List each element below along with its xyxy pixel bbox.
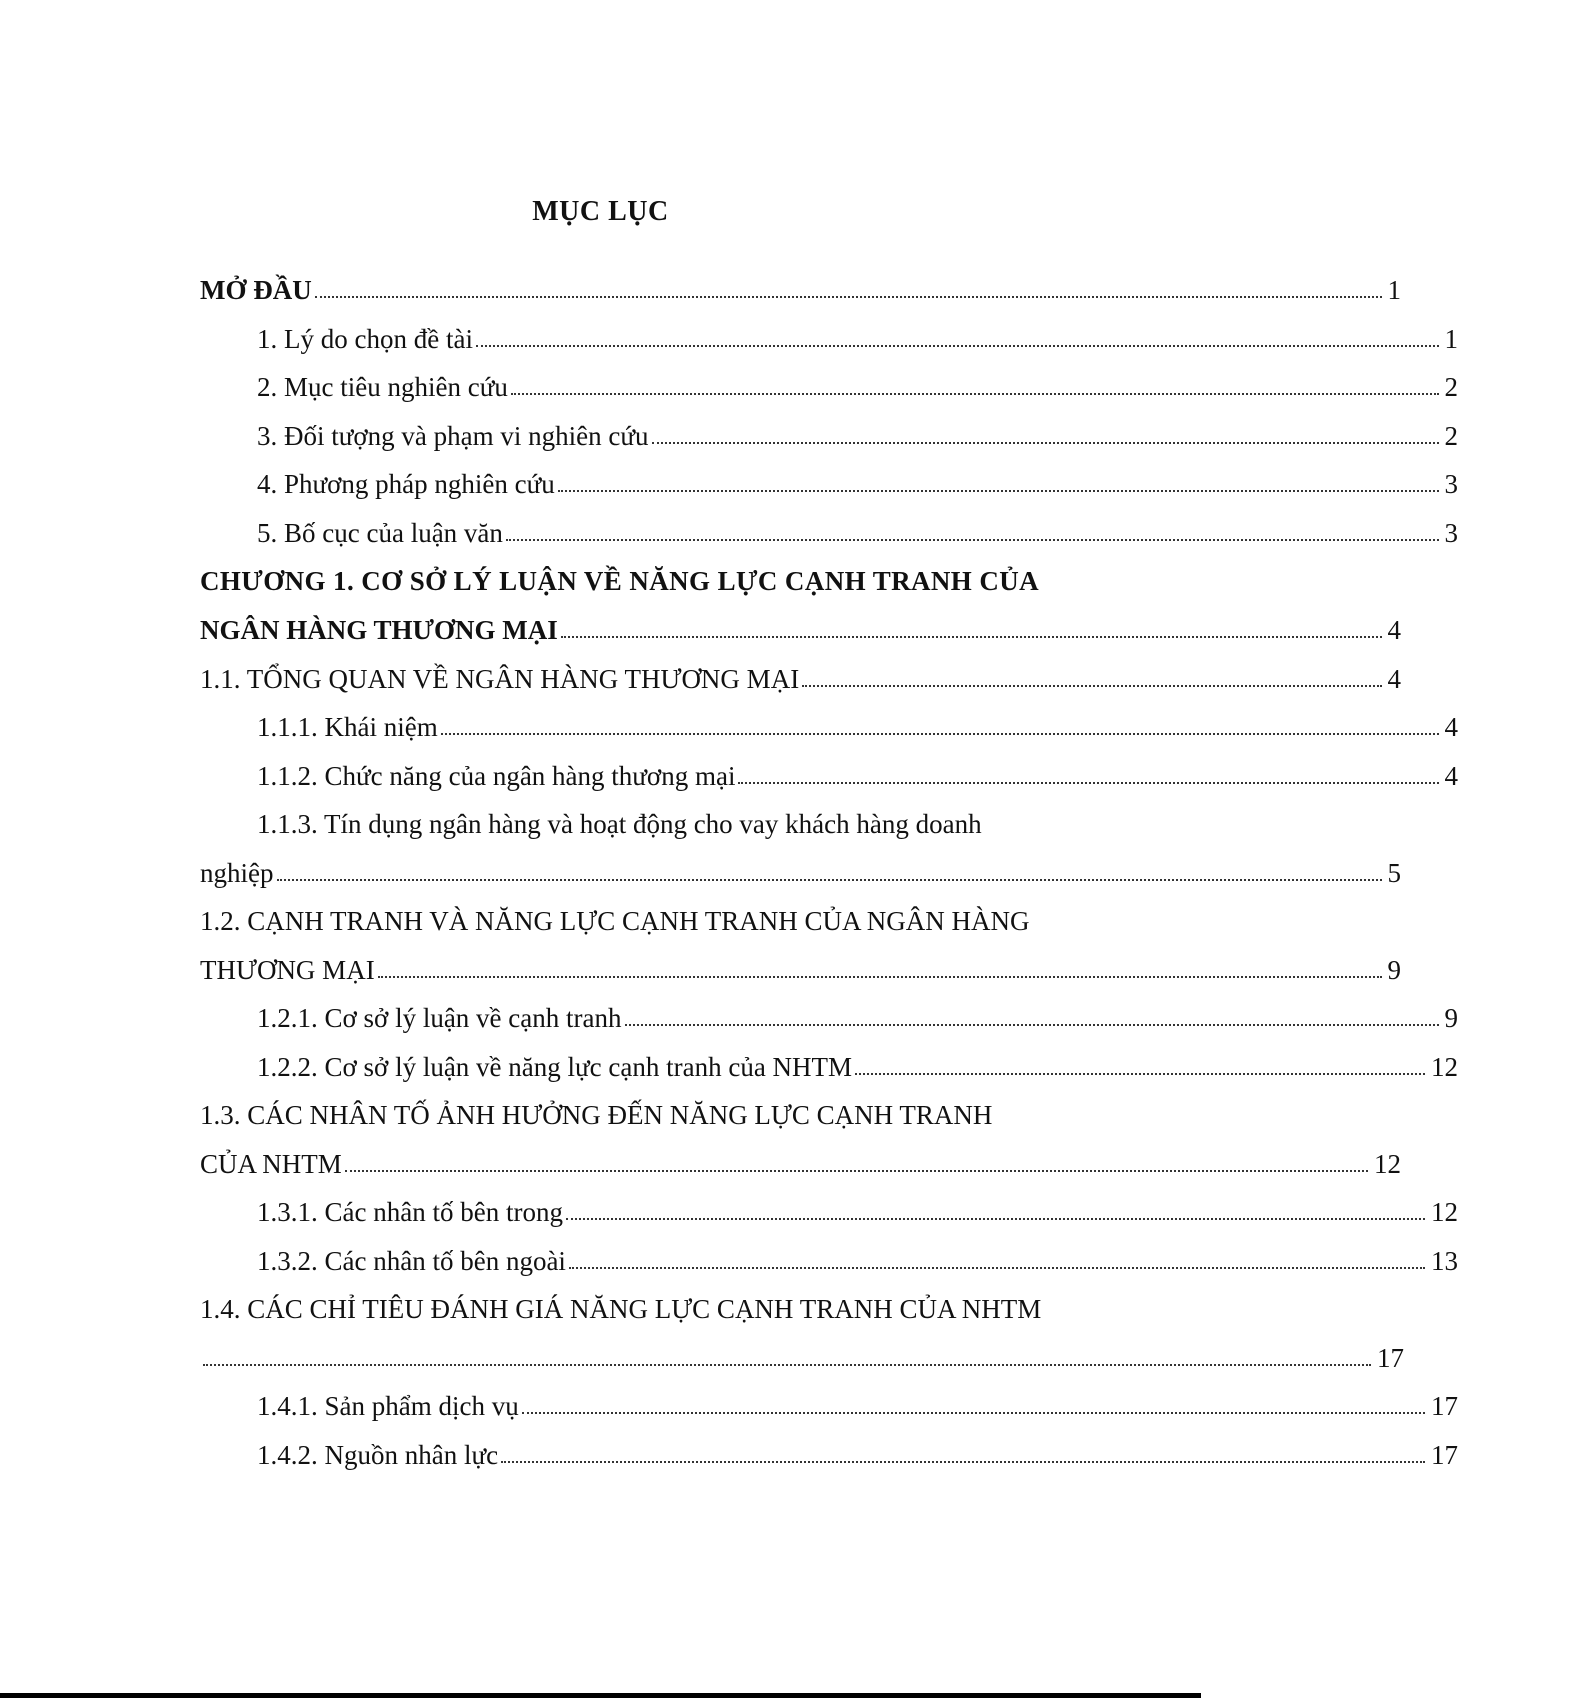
- toc-entry[interactable]: [0, 752, 1574, 792]
- toc-entry[interactable]: [0, 946, 1517, 986]
- toc-entry[interactable]: [0, 655, 1517, 695]
- dot-leader: [277, 879, 1382, 881]
- toc-entry-page: 9: [1444, 1003, 1458, 1033]
- toc-entry[interactable]: [0, 266, 1517, 306]
- dot-leader: [738, 782, 1438, 784]
- dot-leader: [569, 1267, 1425, 1269]
- toc-entry-page: 3: [1444, 518, 1458, 548]
- dot-leader: [566, 1218, 1425, 1220]
- toc-entry-page: 4: [1387, 615, 1401, 645]
- toc-entry[interactable]: [0, 315, 1574, 355]
- toc-entry-label: 3. Đối tượng và phạm vi nghiên cứu: [257, 421, 649, 451]
- toc-entry-page: 2: [1444, 421, 1458, 451]
- toc-entry-page: 12: [1431, 1197, 1458, 1227]
- toc-entry-label: 1.4.1. Sản phẩm dịch vụ: [257, 1391, 519, 1421]
- toc-entry-page: 17: [1431, 1440, 1458, 1470]
- toc-entry-page: 12: [1374, 1149, 1401, 1179]
- toc-entry[interactable]: [0, 1140, 1517, 1180]
- dot-leader: [501, 1461, 1425, 1463]
- toc-entry-label: MỞ ĐẦU: [200, 275, 312, 305]
- toc-entry[interactable]: [0, 1043, 1574, 1083]
- toc-entry[interactable]: [0, 1431, 1574, 1471]
- toc-entry-page: 17: [1377, 1343, 1404, 1373]
- toc-entry-page: 12: [1431, 1052, 1458, 1082]
- toc-entry[interactable]: [0, 509, 1574, 549]
- toc-entry[interactable]: [0, 460, 1574, 500]
- dot-leader: [315, 296, 1382, 298]
- toc-entry[interactable]: [0, 1334, 1520, 1374]
- toc-entry-label: 4. Phương pháp nghiên cứu: [257, 469, 555, 499]
- toc-entry[interactable]: [0, 363, 1574, 403]
- toc-entry-page: 5: [1387, 858, 1401, 888]
- toc-entry-label: 1.3.1. Các nhân tố bên trong: [257, 1197, 563, 1227]
- toc-entry-page: 9: [1387, 955, 1401, 985]
- toc-title: MỤC LỤC: [532, 196, 669, 227]
- toc-entry-label: 1.1.3. Tín dụng ngân hàng và hoạt động cho vay khách hàng doanh: [257, 809, 982, 839]
- toc-entry[interactable]: [0, 703, 1574, 743]
- dot-leader: [855, 1073, 1425, 1075]
- toc-entry-label: nghiệp: [200, 858, 274, 888]
- toc-entry-label: THƯƠNG MẠI: [200, 955, 375, 985]
- toc-entry-label: 1.4. CÁC CHỈ TIÊU ĐÁNH GIÁ NĂNG LỰC CẠNH TRANH CỦA NHTM: [200, 1294, 1042, 1324]
- toc-entry[interactable]: [0, 1285, 1517, 1325]
- toc-entry[interactable]: [0, 1091, 1517, 1131]
- toc-entry-label: 5. Bố cục của luận văn: [257, 518, 503, 548]
- dot-leader: [203, 1364, 1371, 1366]
- toc-entry-label: 1.1. TỔNG QUAN VỀ NGÂN HÀNG THƯƠNG MẠI: [200, 664, 800, 694]
- dot-leader: [802, 685, 1381, 687]
- toc-entry-label: CHƯƠNG 1. CƠ SỞ LÝ LUẬN VỀ NĂNG LỰC CẠNH TRANH CỦA: [200, 566, 1040, 596]
- toc-entry[interactable]: [0, 1188, 1574, 1228]
- toc-entry-label: NGÂN HÀNG THƯƠNG MẠI: [200, 615, 558, 645]
- bottom-border: [0, 1693, 1201, 1698]
- toc-entry-page: 3: [1444, 469, 1458, 499]
- dot-leader: [506, 539, 1439, 541]
- toc-entry-label: 1.2.2. Cơ sở lý luận về năng lực cạnh tranh của NHTM: [257, 1052, 853, 1082]
- dot-leader: [558, 490, 1439, 492]
- toc-entry-page: 17: [1431, 1391, 1458, 1421]
- toc-entry-page: 4: [1444, 712, 1458, 742]
- toc-entry-label: 1.2.1. Cơ sở lý luận về cạnh tranh: [257, 1003, 622, 1033]
- toc-entry-label: 1. Lý do chọn đề tài: [257, 324, 473, 354]
- toc-entry[interactable]: [0, 849, 1517, 889]
- toc-entry[interactable]: [0, 994, 1574, 1034]
- toc-entry[interactable]: [0, 800, 1574, 840]
- dot-leader: [561, 636, 1382, 638]
- dot-leader: [441, 733, 1439, 735]
- toc-entry-page: 4: [1387, 664, 1401, 694]
- toc-entry-page: 4: [1444, 761, 1458, 791]
- dot-leader: [511, 393, 1439, 395]
- dot-leader: [522, 1412, 1425, 1414]
- toc-entry[interactable]: [0, 1237, 1574, 1277]
- toc-entry-label: CỦA NHTM: [200, 1149, 342, 1179]
- toc-entry-label: 1.3.2. Các nhân tố bên ngoài: [257, 1246, 566, 1276]
- dot-leader: [378, 976, 1382, 978]
- toc-entry-label: 1.3. CÁC NHÂN TỐ ẢNH HƯỞNG ĐẾN NĂNG LỰC CẠNH TRANH: [200, 1100, 993, 1130]
- toc-entry-label: 1.1.1. Khái niệm: [257, 712, 438, 742]
- toc-chapter-heading[interactable]: [0, 557, 1517, 597]
- toc-entry-label: 1.2. CẠNH TRANH VÀ NĂNG LỰC CẠNH TRANH CỦA NGÂN HÀNG: [200, 906, 1030, 936]
- toc-entry-page: 13: [1431, 1246, 1458, 1276]
- dot-leader: [345, 1170, 1368, 1172]
- toc-entry-page: 1: [1444, 324, 1458, 354]
- dot-leader: [625, 1024, 1439, 1026]
- dot-leader: [476, 345, 1439, 347]
- toc-entry-label: 1.1.2. Chức năng của ngân hàng thương mại: [257, 761, 736, 791]
- dot-leader: [652, 442, 1439, 444]
- toc-entry-label: 2. Mục tiêu nghiên cứu: [257, 372, 508, 402]
- toc-entry-page: 2: [1444, 372, 1458, 402]
- toc-entry[interactable]: [0, 606, 1517, 646]
- toc-entry[interactable]: [0, 897, 1517, 937]
- toc-entry[interactable]: [0, 1382, 1574, 1422]
- toc-entry-page: 1: [1387, 275, 1401, 305]
- toc-entry[interactable]: [0, 412, 1574, 452]
- toc-entry-label: 1.4.2. Nguồn nhân lực: [257, 1440, 499, 1470]
